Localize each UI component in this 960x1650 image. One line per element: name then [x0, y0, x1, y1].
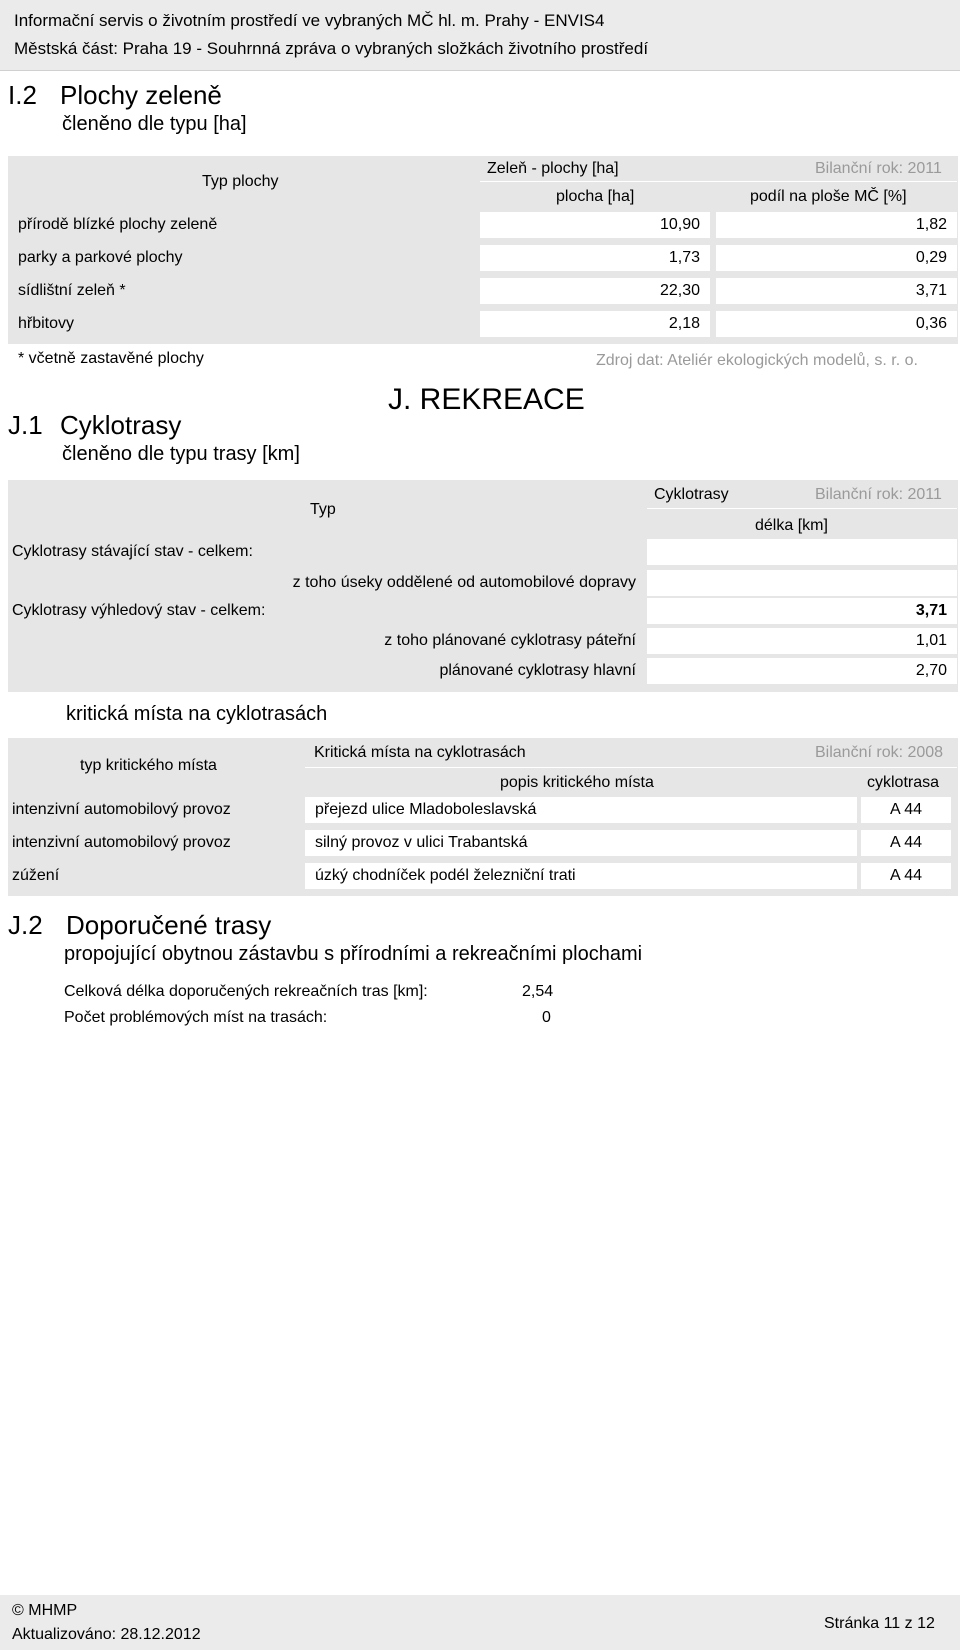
cycle-row-sub: plánované cyklotrasy hlavní	[439, 662, 636, 679]
green-row-type: parky a parkové plochy	[18, 249, 183, 266]
section-j2-title: Doporučené trasy	[66, 910, 272, 940]
footer-updated: Aktualizováno: 28.12.2012	[12, 1626, 201, 1643]
green-row-share: 0,36	[716, 311, 957, 337]
stat-total-length-label: Celková délka doporučených rekreačních tras [km]:	[64, 983, 428, 1000]
green-row-share: 0,29	[716, 245, 957, 271]
critical-year: Bilanční rok: 2008	[815, 744, 944, 761]
footer-page: Stránka 11 z 12	[824, 1615, 935, 1632]
page-footer	[0, 1595, 960, 1650]
divider	[647, 508, 957, 509]
section-j1-number: J.1	[8, 410, 43, 440]
critical-row-route: A 44	[861, 830, 951, 856]
page-header	[0, 0, 960, 71]
divider	[305, 767, 957, 768]
section-j1-subtitle: členěno dle typu trasy [km]	[62, 443, 300, 465]
green-col-share: podíl na ploše MČ [%]	[750, 188, 907, 205]
cycle-group-title: Cyklotrasy	[654, 486, 729, 503]
stat-total-length-value: 2,54	[522, 983, 554, 1000]
critical-row-type: intenzivní automobilový provoz	[12, 834, 231, 851]
green-col-type: Typ plochy	[202, 173, 279, 190]
cycle-row-value	[647, 570, 957, 596]
green-row-area: 10,90	[480, 212, 710, 238]
green-row-share: 1,82	[716, 212, 957, 238]
green-row-type: sídlištní zeleň *	[18, 282, 126, 299]
green-col-area: plocha [ha]	[556, 188, 635, 205]
stat-problem-points-value: 0	[542, 1009, 551, 1026]
stat-problem-points-label: Počet problémových míst na trasách:	[64, 1009, 328, 1026]
cycle-row-value: 2,70	[647, 658, 957, 684]
critical-group-title: Kritická místa na cyklotrasách	[314, 744, 526, 761]
cycle-row-label: Cyklotrasy stávající stav - celkem:	[12, 543, 253, 560]
section-j1-title: Cyklotrasy	[60, 410, 182, 440]
cycle-row-value	[647, 539, 957, 565]
header-line-2: Městská část: Praha 19 - Souhrnná zpráva o vybraných složkách životního prostředí	[14, 39, 649, 58]
green-source: Zdroj dat: Ateliér ekologických modelů, s. r. o.	[596, 352, 918, 369]
cycle-col-type: Typ	[310, 501, 336, 518]
critical-row-route: A 44	[861, 863, 951, 889]
header-line-1: Informační servis o životním prostředí ve vybraných MČ hl. m. Prahy - ENVIS4	[14, 11, 605, 30]
critical-row-type: intenzivní automobilový provoz	[12, 801, 231, 818]
green-row-area: 2,18	[480, 311, 710, 337]
divider	[480, 181, 957, 182]
cycle-year: Bilanční rok: 2011	[815, 486, 942, 503]
section-i2-subtitle: členěno dle typu [ha]	[62, 113, 247, 135]
green-row-share: 3,71	[716, 278, 957, 304]
cycle-row-value: 1,01	[647, 628, 957, 654]
cycle-col-length: délka [km]	[755, 517, 828, 534]
chapter-title: J. REKREACE	[388, 383, 585, 416]
critical-col-route: cyklotrasa	[867, 774, 940, 791]
footer-org: © MHMP	[12, 1602, 78, 1619]
critical-col-type: typ kritického místa	[80, 757, 217, 774]
section-j2-number: J.2	[8, 910, 43, 940]
critical-row-desc: přejezd ulice Mladoboleslavská	[305, 797, 857, 823]
green-year: Bilanční rok: 2011	[815, 160, 942, 177]
cycle-row-value: 3,71	[647, 598, 957, 624]
critical-title: kritická místa na cyklotrasách	[66, 703, 328, 725]
critical-row-desc: úzký chodníček podél železniční trati	[305, 863, 857, 889]
section-j2-subtitle: propojující obytnou zástavbu s přírodními a rekreačními plochami	[64, 943, 643, 965]
green-row-type: hřbitovy	[18, 315, 75, 332]
critical-col-desc: popis kritického místa	[500, 774, 654, 791]
green-row-area: 1,73	[480, 245, 710, 271]
critical-row-desc: silný provoz v ulici Trabantská	[305, 830, 857, 856]
section-i2-number: I.2	[8, 80, 37, 110]
green-row-area: 22,30	[480, 278, 710, 304]
section-i2-title: Plochy zeleně	[60, 80, 222, 110]
cycle-row-label: Cyklotrasy výhledový stav - celkem:	[12, 602, 266, 619]
critical-row-route: A 44	[861, 797, 951, 823]
cycle-row-sub: z toho plánované cyklotrasy páteřní	[384, 632, 636, 649]
cycle-row-sub: z toho úseky oddělené od automobilové dopravy	[292, 574, 636, 591]
green-group-title: Zeleň - plochy [ha]	[487, 160, 619, 177]
critical-row-type: zúžení	[12, 867, 60, 884]
green-row-type: přírodě blízké plochy zeleně	[18, 216, 218, 233]
green-footnote: * včetně zastavěné plochy	[18, 350, 204, 367]
